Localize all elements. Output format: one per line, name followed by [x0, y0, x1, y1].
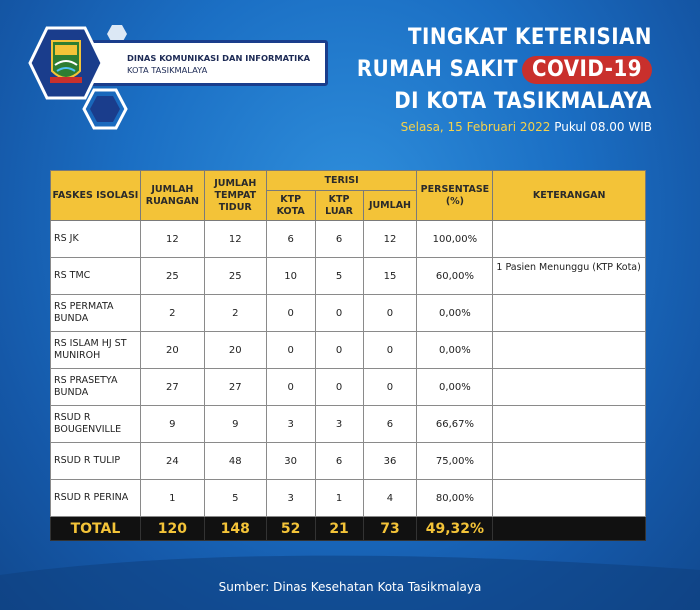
cell-persentase: 0,00% [417, 332, 493, 369]
total-persentase: 49,32% [417, 517, 493, 541]
cell-tempat-tidur: 20 [204, 332, 266, 369]
cell-ktp-kota: 0 [266, 369, 315, 406]
cell-ktp-luar: 1 [315, 480, 363, 517]
cell-keterangan [493, 443, 646, 480]
cell-ruangan: 25 [140, 258, 204, 295]
cell-faskes: RS ISLAM HJ ST MUNIROH [51, 332, 141, 369]
cell-persentase: 100,00% [417, 221, 493, 258]
cell-faskes: RSUD R TULIP [51, 443, 141, 480]
header-terisi: TERISI [266, 171, 417, 191]
cell-keterangan [493, 332, 646, 369]
city-emblem-logo [28, 25, 104, 101]
report-time: Pukul 08.00 WIB [554, 120, 652, 134]
cell-tempat-tidur: 48 [204, 443, 266, 480]
cell-keterangan: 1 Pasien Menunggu (KTP Kota) [493, 258, 646, 295]
header-keterangan: KETERANGAN [493, 171, 646, 221]
title-line-2 [357, 54, 652, 86]
header-persentase: PERSENTASE (%) [417, 171, 493, 221]
agency-city: KOTA TASIKMALAYA [127, 65, 208, 75]
header-faskes: FASKES ISOLASI [51, 171, 141, 221]
cell-persentase: 0,00% [417, 295, 493, 332]
header-tempat-tidur: JUMLAH TEMPAT TIDUR [204, 171, 266, 221]
header-jumlah: JUMLAH [363, 191, 417, 221]
cell-faskes: RS PRASETYA BUNDA [51, 369, 141, 406]
cell-ktp-kota: 3 [266, 480, 315, 517]
cell-ktp-kota: 10 [266, 258, 315, 295]
total-label: TOTAL [51, 517, 141, 541]
cell-faskes: RSUD R PERINA [51, 480, 141, 517]
table-row [51, 258, 646, 295]
cell-persentase: 75,00% [417, 443, 493, 480]
cell-ktp-kota: 3 [266, 406, 315, 443]
cell-ktp-luar: 6 [315, 221, 363, 258]
cell-jumlah: 0 [363, 369, 417, 406]
cell-ktp-kota: 0 [266, 332, 315, 369]
cell-jumlah: 0 [363, 295, 417, 332]
total-row [51, 517, 646, 541]
title-line-1: TINGKAT KETERISIAN [408, 25, 652, 50]
cell-ktp-luar: 0 [315, 332, 363, 369]
date-line [357, 120, 652, 134]
cell-jumlah: 12 [363, 221, 417, 258]
agency-name: DINAS KOMUNIKASI DAN INFORMATIKA [127, 53, 311, 63]
table-row [51, 443, 646, 480]
bottom-wave-decoration [0, 545, 700, 610]
cell-keterangan [493, 221, 646, 258]
title-line-3: DI KOTA TASIKMALAYA [394, 89, 652, 114]
total-ruangan: 120 [140, 517, 204, 541]
cell-persentase: 66,67% [417, 406, 493, 443]
report-date: Selasa, 15 Februari 2022 [400, 120, 551, 134]
cell-jumlah: 4 [363, 480, 417, 517]
covid-badge: COVID-19 [522, 56, 652, 84]
cell-faskes: RS TMC [51, 258, 141, 295]
cell-jumlah: 36 [363, 443, 417, 480]
cell-ktp-kota: 6 [266, 221, 315, 258]
cell-persentase: 0,00% [417, 369, 493, 406]
table-row [51, 295, 646, 332]
cell-ktp-luar: 6 [315, 443, 363, 480]
source-footer: Sumber: Dinas Kesehatan Kota Tasikmalaya [218, 580, 482, 594]
cell-ktp-luar: 0 [315, 369, 363, 406]
cell-faskes: RS PERMATA BUNDA [51, 295, 141, 332]
header-ktp-luar: KTP LUAR [315, 191, 363, 221]
table-row [51, 369, 646, 406]
header-ruangan: JUMLAH RUANGAN [140, 171, 204, 221]
cell-tempat-tidur: 25 [204, 258, 266, 295]
cell-jumlah: 0 [363, 332, 417, 369]
cell-ruangan: 24 [140, 443, 204, 480]
cell-jumlah: 15 [363, 258, 417, 295]
table-row [51, 406, 646, 443]
total-keterangan [493, 517, 646, 541]
occupancy-table [50, 170, 646, 541]
cell-ruangan: 1 [140, 480, 204, 517]
cell-ruangan: 12 [140, 221, 204, 258]
title-block [357, 22, 652, 134]
cell-tempat-tidur: 9 [204, 406, 266, 443]
cell-ruangan: 20 [140, 332, 204, 369]
table-row [51, 332, 646, 369]
cell-keterangan [493, 480, 646, 517]
cell-tempat-tidur: 12 [204, 221, 266, 258]
cell-ktp-kota: 0 [266, 295, 315, 332]
cell-ruangan: 9 [140, 406, 204, 443]
title-prefix: RUMAH SAKIT [356, 57, 518, 82]
cell-jumlah: 6 [363, 406, 417, 443]
cell-ktp-luar: 0 [315, 295, 363, 332]
table-row [51, 221, 646, 258]
cell-keterangan [493, 406, 646, 443]
cell-faskes: RS JK [51, 221, 141, 258]
cell-ktp-kota: 30 [266, 443, 315, 480]
total-ktp-luar: 21 [315, 517, 363, 541]
cell-faskes: RSUD R BOUGENVILLE [51, 406, 141, 443]
total-tempat-tidur: 148 [204, 517, 266, 541]
agency-banner [78, 40, 328, 86]
cell-persentase: 80,00% [417, 480, 493, 517]
cell-keterangan [493, 295, 646, 332]
cell-ruangan: 27 [140, 369, 204, 406]
cell-tempat-tidur: 2 [204, 295, 266, 332]
cell-tempat-tidur: 27 [204, 369, 266, 406]
cell-tempat-tidur: 5 [204, 480, 266, 517]
cell-persentase: 60,00% [417, 258, 493, 295]
cell-keterangan [493, 369, 646, 406]
cell-ruangan: 2 [140, 295, 204, 332]
table-row [51, 480, 646, 517]
total-jumlah: 73 [363, 517, 417, 541]
cell-ktp-luar: 5 [315, 258, 363, 295]
cell-ktp-luar: 3 [315, 406, 363, 443]
emblem-icon [28, 25, 104, 101]
total-ktp-kota: 52 [266, 517, 315, 541]
header-ktp-kota: KTP KOTA [266, 191, 315, 221]
